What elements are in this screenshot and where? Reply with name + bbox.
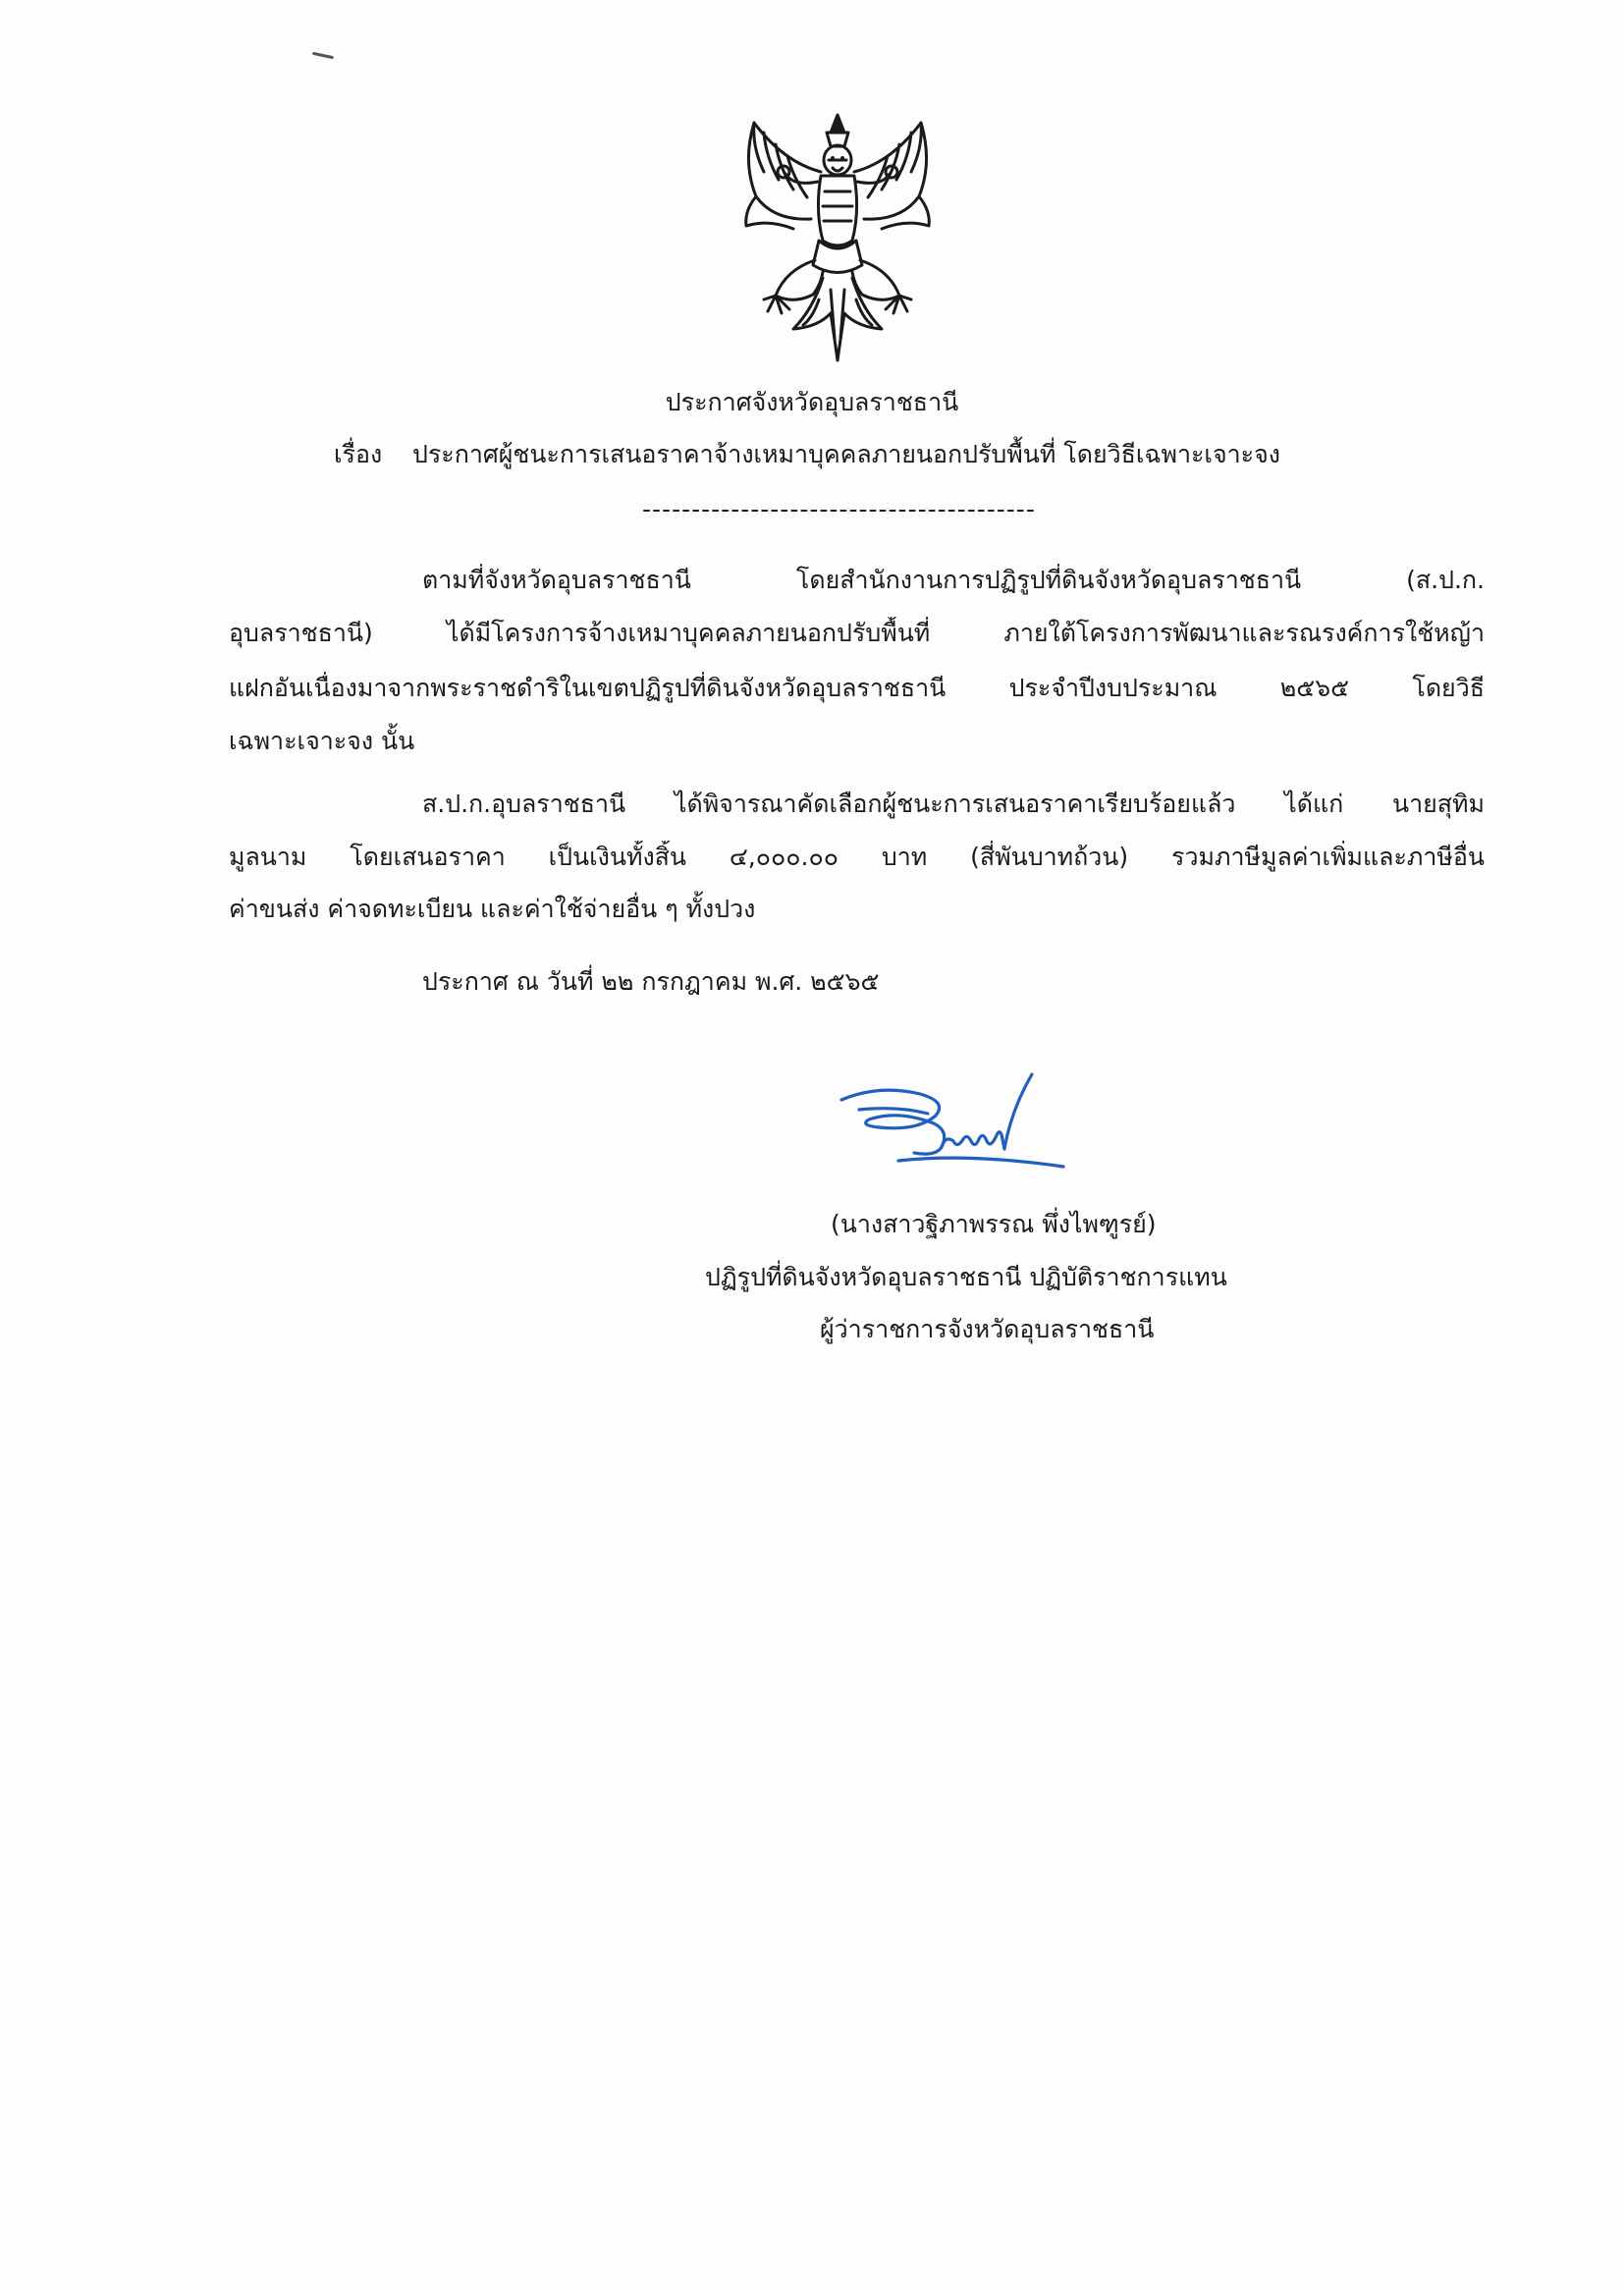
signatory-position-line-2: ผู้ว่าราชการจังหวัดอุบลราชธานี <box>820 1315 1155 1343</box>
paragraph-1-line-2: อุบลราชธานี) ได้มีโครงการจ้างเหมาบุคคลภายนอกปรับพื้นที่ ภายใต้โครงการพัฒนาและรณรงค์การใช้หญ้า <box>229 619 1485 647</box>
subject-text: ประกาศผู้ชนะการเสนอราคาจ้างเหมาบุคคลภายนอกปรับพื้นที่ โดยวิธีเฉพาะเจาะจง <box>412 440 1280 468</box>
paragraph-2-line-3: ค่าขนส่ง ค่าจดทะเบียน และค่าใช้จ่ายอื่น ๆ ทั้งปวง <box>229 895 756 923</box>
paragraph-1-line-3: แฝกอันเนื่องมาจากพระราชดำริในเขตปฏิรูปที่ดินจังหวัดอุบลราชธานี ประจำปีงบประมาณ ๒๕๖๕ โดยวิธี <box>229 674 1485 702</box>
signatory-name: (นางสาวฐิภาพรรณ พึ่งไพฑูรย์) <box>831 1210 1157 1238</box>
announcement-date: ประกาศ ณ วันที่ ๒๒ กรกฎาคม พ.ศ. ๒๕๖๕ <box>422 967 880 996</box>
paragraph-2-line-2: มูลนาม โดยเสนอราคา เป็นเงินทั้งสิ้น ๔,๐๐๐.๐๐ บาท (สี่พันบาทถ้วน) รวมภาษีมูลค่าเพิ่มและภาษีอื่น <box>229 843 1485 871</box>
announcement-title: ประกาศจังหวัดอุบลราชธานี <box>665 388 959 416</box>
paragraph-2-line-1: ส.ป.ก.อุบลราชธานี ได้พิจารณาคัดเลือกผู้ชนะการเสนอราคาเรียบร้อยแล้ว ได้แก่ นายสุทิม <box>422 790 1485 818</box>
paragraph-1-line-4: เฉพาะเจาะจง นั้น <box>229 727 415 755</box>
separator-line: ---------------------------------------- <box>642 495 1036 523</box>
signatory-position-line-1: ปฏิรูปที่ดินจังหวัดอุบลราชธานี ปฏิบัติราชการแทน <box>705 1263 1227 1291</box>
garuda-emblem-icon <box>725 103 950 368</box>
scan-mark <box>312 52 334 60</box>
handwritten-signature-icon <box>839 1070 1085 1188</box>
paragraph-1-line-1: ตามที่จังหวัดอุบลราชธานี โดยสำนักงานการปฏิรูปที่ดินจังหวัดอุบลราชธานี (ส.ป.ก. <box>422 566 1485 594</box>
subject-label: เรื่อง <box>334 440 383 468</box>
